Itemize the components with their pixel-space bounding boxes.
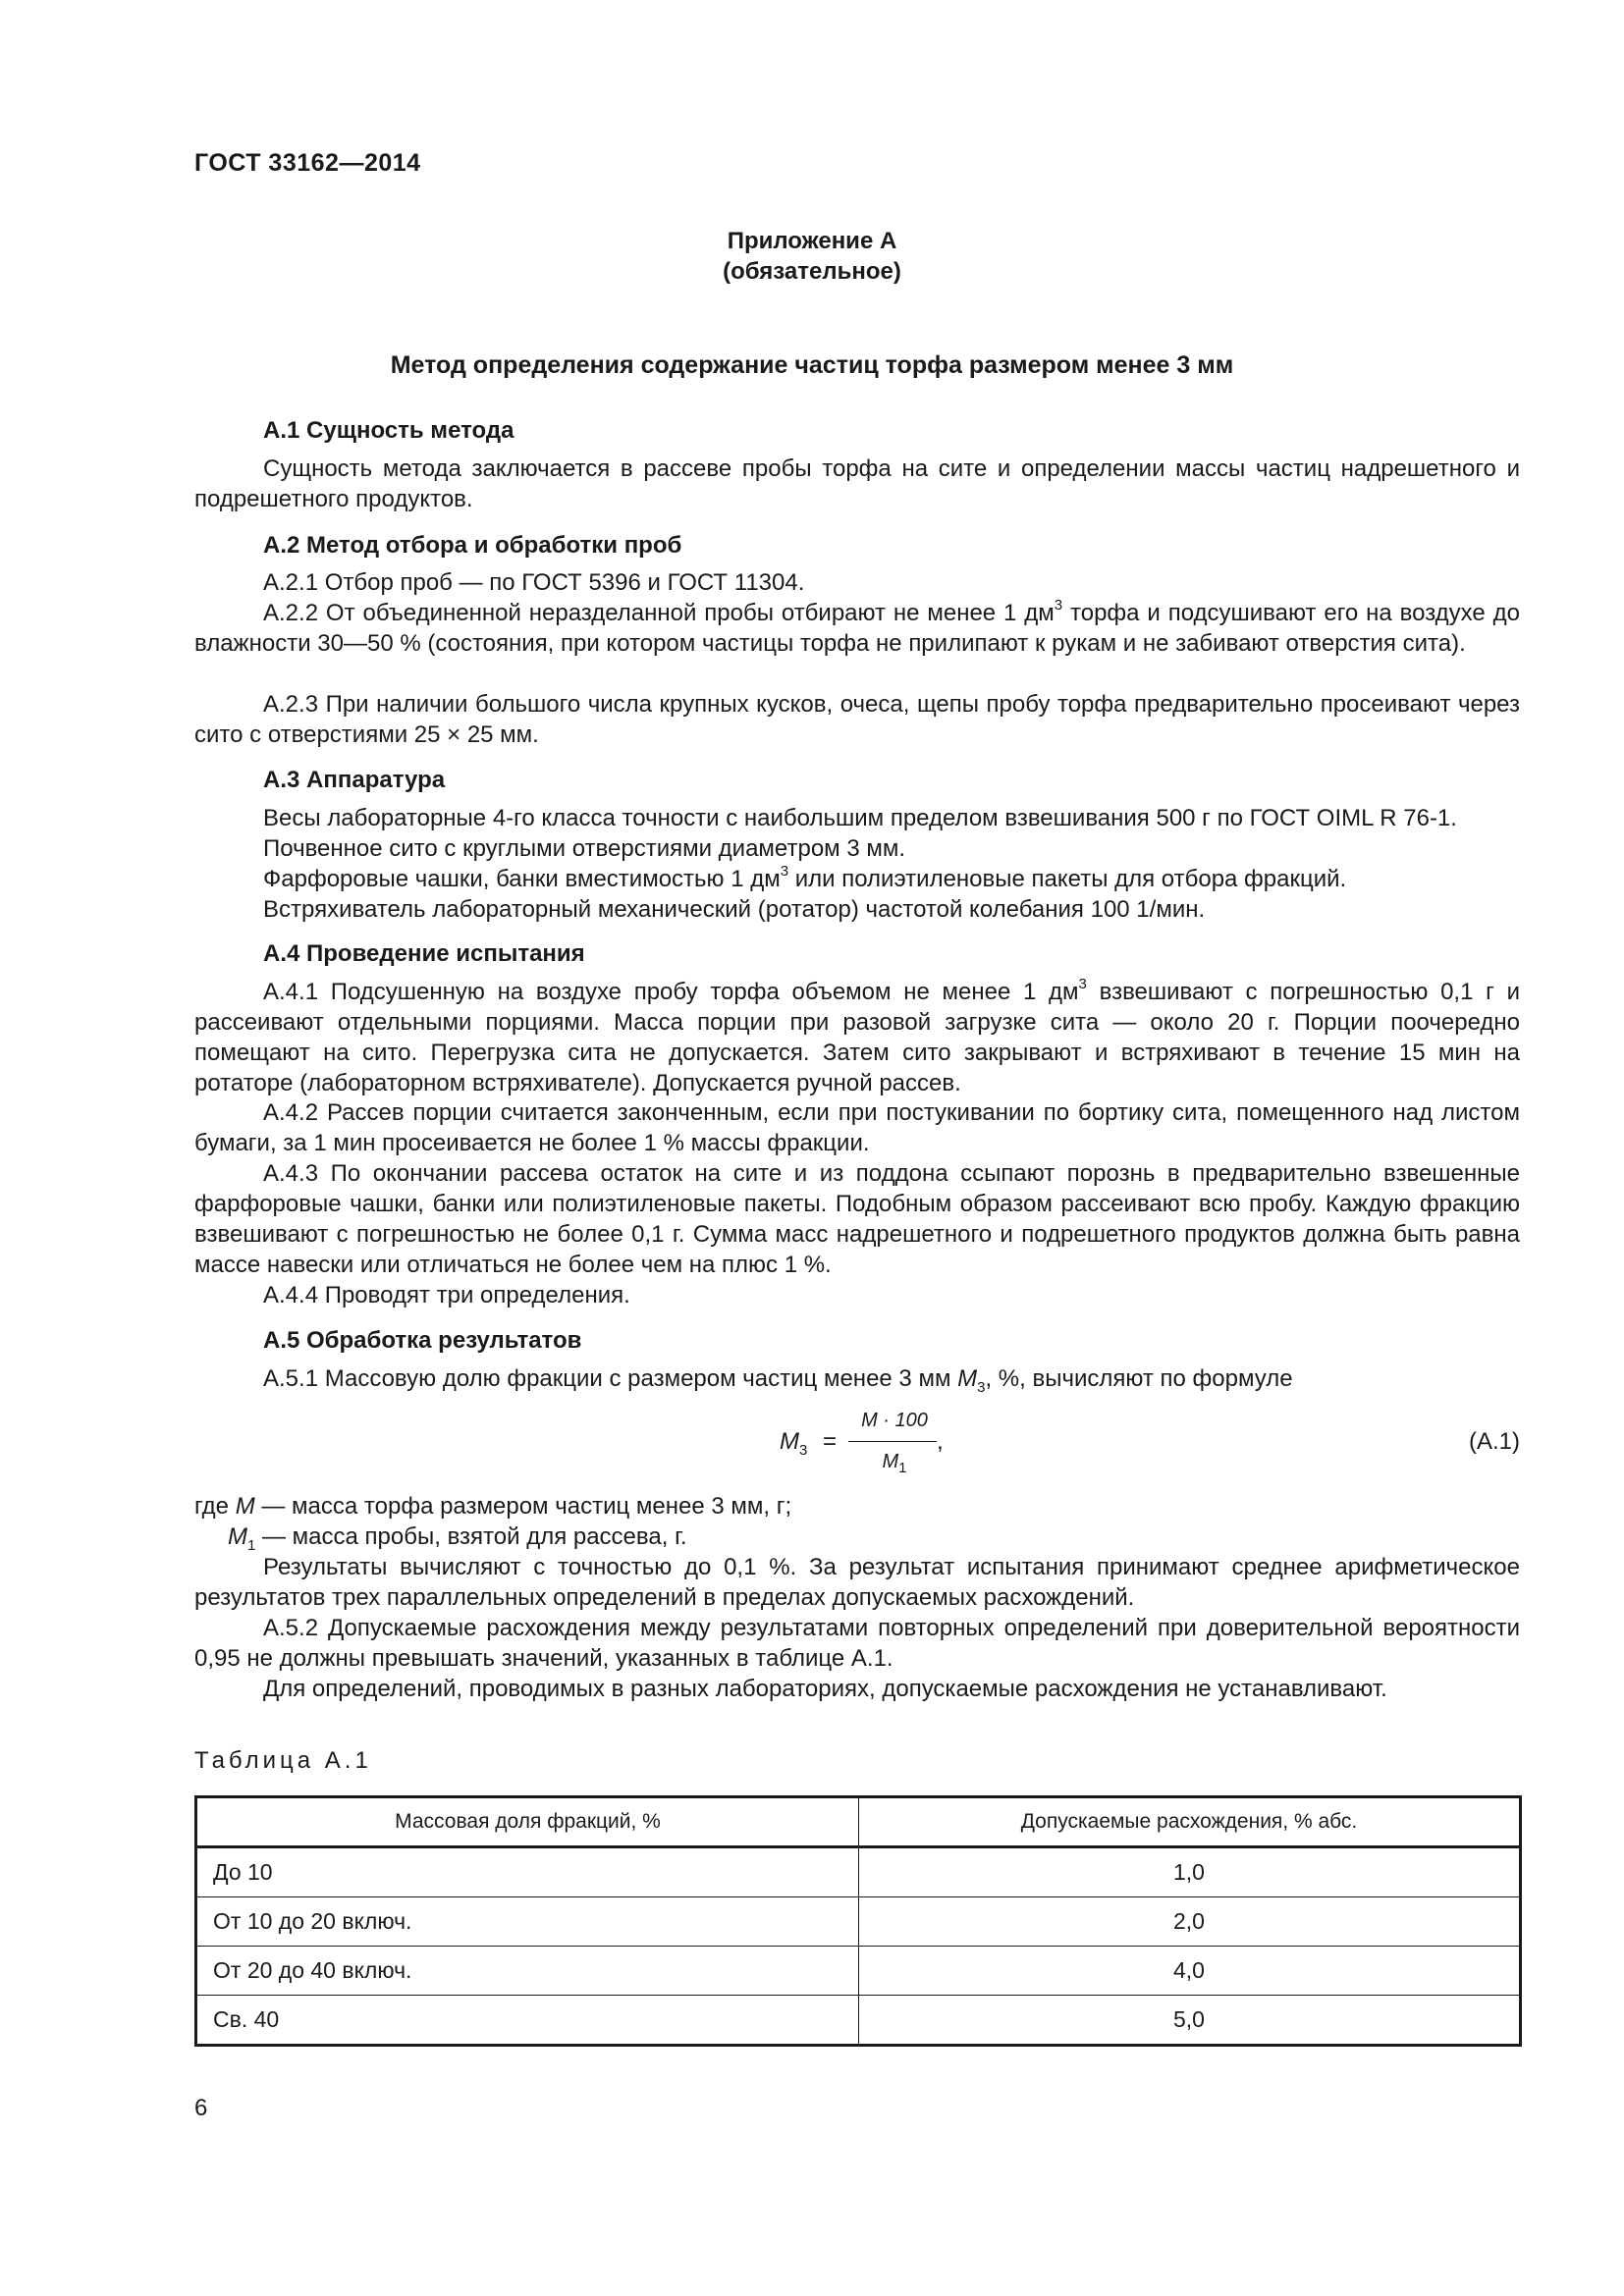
table-cell-fraction: От 20 до 40 включ. (196, 1947, 859, 1996)
appendix-heading: Метод определения содержание частиц торфа размером менее 3 мм (390, 351, 1234, 379)
table-cell-discrepancy: 5,0 (859, 1996, 1521, 2046)
section-a4-heading: А.4 Проведение испытания (263, 940, 585, 967)
page-number: 6 (194, 2095, 208, 2121)
paragraph-a4-3: А.4.3 По окончании рассева остаток на сите и из поддона ссыпают порознь в предварительно взвешенные фарфоровые чашки, банки или полиэтиленовые пакеты. Подобным образом рассеивают всю пробу. Каждую фракцию взвешивают с погрешностью не более 0,1 г. Сумма масс надрешетного и подрешетного продуктов должна быть равна массе навески или отличаться не более чем на плюс 1 %. (194, 1160, 1520, 1278)
table-cell-discrepancy: 4,0 (859, 1947, 1521, 1996)
formula-denominator: $M_1$ (882, 1451, 907, 1476)
paragraph-a5-labs: Для определений, проводимых в разных лабораториях, допускаемые расхождения не устанавливают. (263, 1676, 1387, 1702)
formula-equals: = (823, 1428, 838, 1455)
table-cell-fraction: Св. 40 (196, 1996, 859, 2046)
document-id: ГОСТ 33162—2014 (194, 149, 421, 177)
formula-a1 (194, 1406, 1520, 1484)
paragraph-a2-3: А.2.3 При наличии большого числа крупных кусков, очеса, щепы пробу торфа предварительно просеивают через сито с отверстиями 25 × 25 мм. (194, 691, 1520, 748)
section-a1-paragraph: Сущность метода заключается в рассеве пробы торфа на сите и определении массы частиц надрешетного и подрешетного продуктов. (194, 455, 1520, 512)
section-a5-heading: А.5 Обработка результатов (263, 1327, 582, 1354)
paragraph-a2-2: А.2.2 От объединенной неразделанной пробы отбирают не менее 1 $дм^3$ торфа и подсушивают его на воздухе до влажности 30—50 % (состояния, при котором частицы торфа не прилипают к рукам и не забивают отверстия сита). (194, 597, 1520, 657)
table-row (196, 1996, 1521, 2046)
formula-numerator: M · 100 (861, 1410, 928, 1431)
formula-fraction-bar (848, 1441, 937, 1442)
paragraph-a5-2: А.5.2 Допускаемые расхождения между результатами повторных определений при доверительной вероятности 0,95 не должны превышать значений, указанных в таблице А.1. (194, 1615, 1520, 1672)
apparatus-item-2: Почвенное сито с круглыми отверстиями диаметром 3 мм. (263, 835, 906, 862)
appendix-title: Приложение А (727, 228, 897, 254)
paragraph-a5-results: Результаты вычисляют с точностью до 0,1 %. За результат испытания принимают среднее арифметическое результатов трех параллельных определений в пределах допускаемых расхождений. (194, 1554, 1520, 1611)
paragraph-a5-1: А.5.1 Массовую долю фракции с размером частиц менее 3 мм $M_3$, %, вычисляют по формуле (263, 1365, 1293, 1396)
table-caption: Таблица А.1 (194, 1747, 372, 1774)
section-a3-heading: А.3 Аппаратура (263, 767, 446, 793)
table-row (196, 1847, 1521, 1897)
paragraph-a4-2: А.4.2 Рассев порции считается законченным, если при постукивании по бортику сита, помещенного над листом бумаги, за 1 мин просеивается не более 1 % массы фракции. (194, 1099, 1520, 1156)
formula-label: (А.1) (1468, 1428, 1520, 1455)
formula-comma: , (937, 1428, 944, 1455)
apparatus-item-3: Фарфоровые чашки, банки вместимостью 1 $дм^3$ или полиэтиленовые пакеты для отбора фракций. (263, 863, 1347, 892)
section-a2-heading: А.2 Метод отбора и обработки проб (263, 532, 682, 559)
discrepancy-table (194, 1795, 1522, 2047)
section-a1-heading: А.1 Сущность метода (263, 417, 514, 444)
paragraph-a4-4: А.4.4 Проводят три определения. (263, 1282, 630, 1308)
where-m1: $M_1$ — масса пробы, взятой для рассева, г. (228, 1523, 687, 1554)
table-cell-discrepancy: 2,0 (859, 1897, 1521, 1947)
table-header-fraction: Массовая доля фракций, % (196, 1797, 859, 1847)
paragraph-a4-1: А.4.1 Подсушенную на воздухе пробу торфа объемом не менее 1 $дм^3$ взвешивают с погрешностью 0,1 г и рассеивают отдельными порциями. Масса порции при разовой загрузке сита — около 20 г. Порции поочередно помещают на сито. Перегрузка сита не допускается. Затем сито закрывают и встряхивают в течение 15 мин на ротаторе (лабораторном встряхивателе). Допускается ручной рассев. (194, 976, 1520, 1096)
appendix-status: (обязательное) (723, 258, 901, 285)
formula-lhs: $M_3$ (780, 1428, 808, 1459)
where-m: где M — масса торфа размером частиц менее 3 мм, г; (194, 1493, 792, 1520)
apparatus-item-4: Встряхиватель лабораторный механический (ротатор) частотой колебания 100 1/мин. (263, 896, 1206, 923)
table-cell-fraction: От 10 до 20 включ. (196, 1897, 859, 1947)
table-row (196, 1947, 1521, 1996)
table-cell-discrepancy: 1,0 (859, 1847, 1521, 1897)
paragraph-a2-1: А.2.1 Отбор проб — по ГОСТ 5396 и ГОСТ 11304. (263, 569, 805, 596)
table-header-discrepancy: Допускаемые расхождения, % абс. (859, 1797, 1521, 1847)
table-header-row (196, 1797, 1521, 1847)
table-row (196, 1897, 1521, 1947)
table-cell-fraction: До 10 (196, 1847, 859, 1897)
apparatus-item-1: Весы лабораторные 4-го класса точности с наибольшим пределом взвешивания 500 г по ГОСТ OIML R 76-1. (263, 805, 1457, 831)
